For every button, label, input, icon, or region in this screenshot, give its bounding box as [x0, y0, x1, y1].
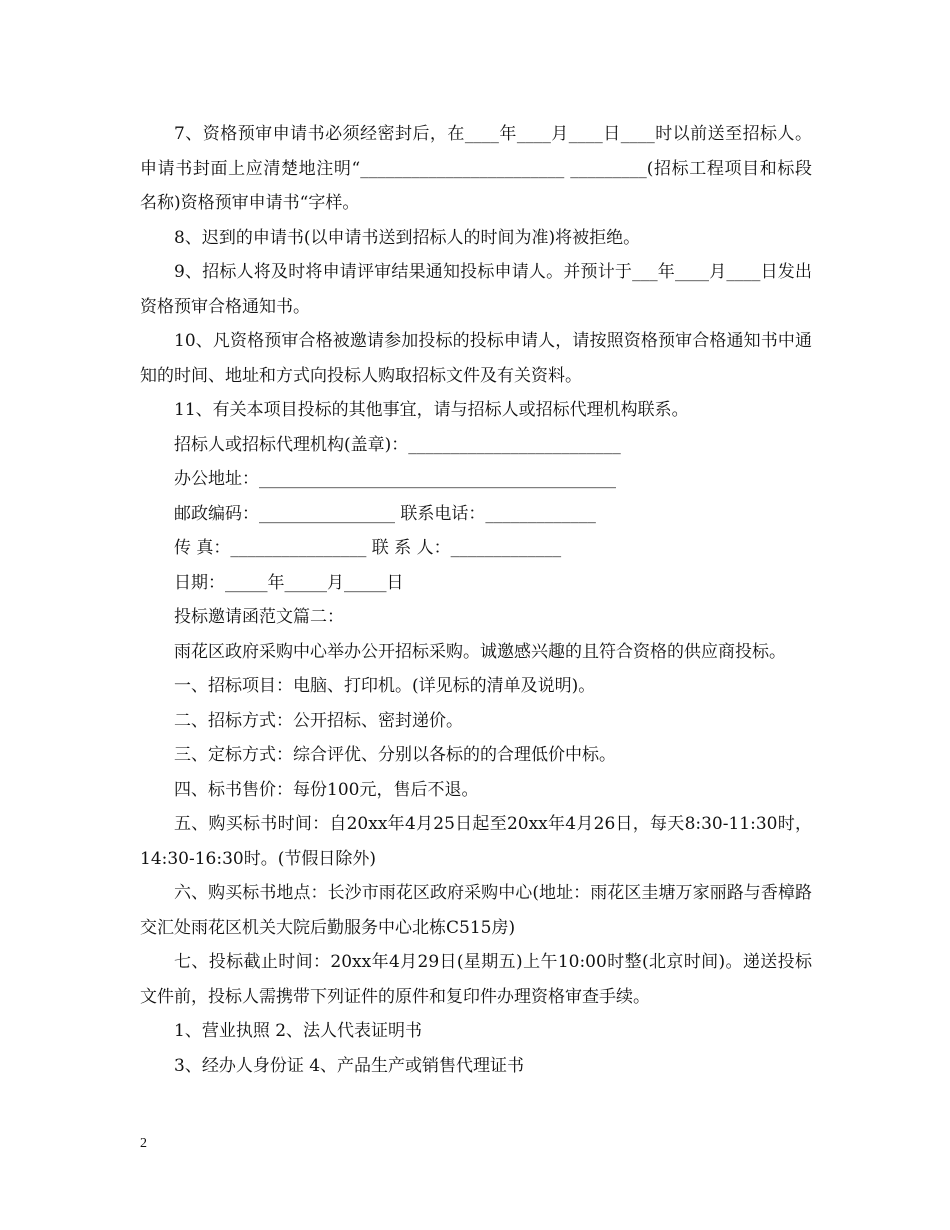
item-6-purchase-place: 六、购买标书地点：长沙市雨花区政府采购中心(地址：雨花区圭塘万家丽路与香樟路交汇处雨花区机关大院后勤服务中心北栋C515房) — [140, 883, 812, 938]
item-1-project: 一、招标项目：电脑、打印机。(详见标的清单及说明)。 — [174, 676, 596, 696]
intro-paragraph: 雨花区政府采购中心举办公开招标采购。诚邀感兴趣的且符合资格的供应商投标。 — [174, 641, 786, 662]
item-4-price: 四、标书售价：每份100元，售后不退。 — [174, 779, 479, 800]
page-number: 2 — [140, 1136, 147, 1151]
office-address-line: 办公地址：__________________________________________ — [174, 469, 616, 489]
date-line: 日期：_____年_____月_____日 — [174, 572, 404, 593]
item-7-deadline: 七、投标截止时间：20xx年4月29日(星期五)上午10:00时整(北京时间)。递送投标文件前，投标人需携带下列证件的原件和复印件办理资格审查手续。 — [140, 952, 812, 1007]
postcode-phone-line: 邮政编码：________________ 联系电话：_____________ — [174, 503, 596, 524]
agency-seal-line: 招标人或招标代理机构(盖章)：_________________________ — [174, 434, 621, 455]
clause-10-paragraph: 10、凡资格预审合格被邀请参加投标的投标申请人，请按照资格预审合格通知书中通知的时间、地址和方式向投标人购取招标文件及有关资料。 — [140, 331, 812, 386]
clause-9-paragraph: 9、招标人将及时将申请评审结果通知投标申请人。并预计于___年____月____日发出资格预审合格通知书。 — [140, 262, 812, 317]
section-heading: 投标邀请函范文篇二： — [174, 607, 344, 627]
clause-8-paragraph: 8、迟到的申请书(以申请书送到招标人的时间为准)将被拒绝。 — [174, 227, 641, 248]
clause-7-paragraph: 7、资格预审申请书必须经密封后，在____年____月____日____时以前送至招标人。申请书封面上应清楚地注明“________________________ _________(招标工程项目和标段名称)资格预审申请书“字样。 — [140, 124, 812, 213]
fax-contact-line: 传 真：________________ 联 系 人：_____________ — [174, 538, 562, 558]
item-3-award: 三、定标方式：综合评优、分别以各标的的合理低价中标。 — [174, 745, 616, 765]
documents-list-line-1: 1、营业执照 2、法人代表证明书 — [174, 1021, 423, 1041]
item-2-method: 二、招标方式：公开招标、密封递价。 — [174, 710, 463, 731]
documents-list-line-2: 3、经办人身份证 4、产品生产或销售代理证书 — [174, 1055, 525, 1076]
item-5-purchase-time: 五、购买标书时间：自20xx年4月25日起至20xx年4月26日，每天8:30-11:30时，14:30-16:30时。(节假日除外) — [140, 814, 812, 869]
clause-11-paragraph: 11、有关本项目投标的其他事宜，请与招标人或招标代理机构联系。 — [174, 400, 689, 420]
document-body — [140, 117, 812, 1083]
